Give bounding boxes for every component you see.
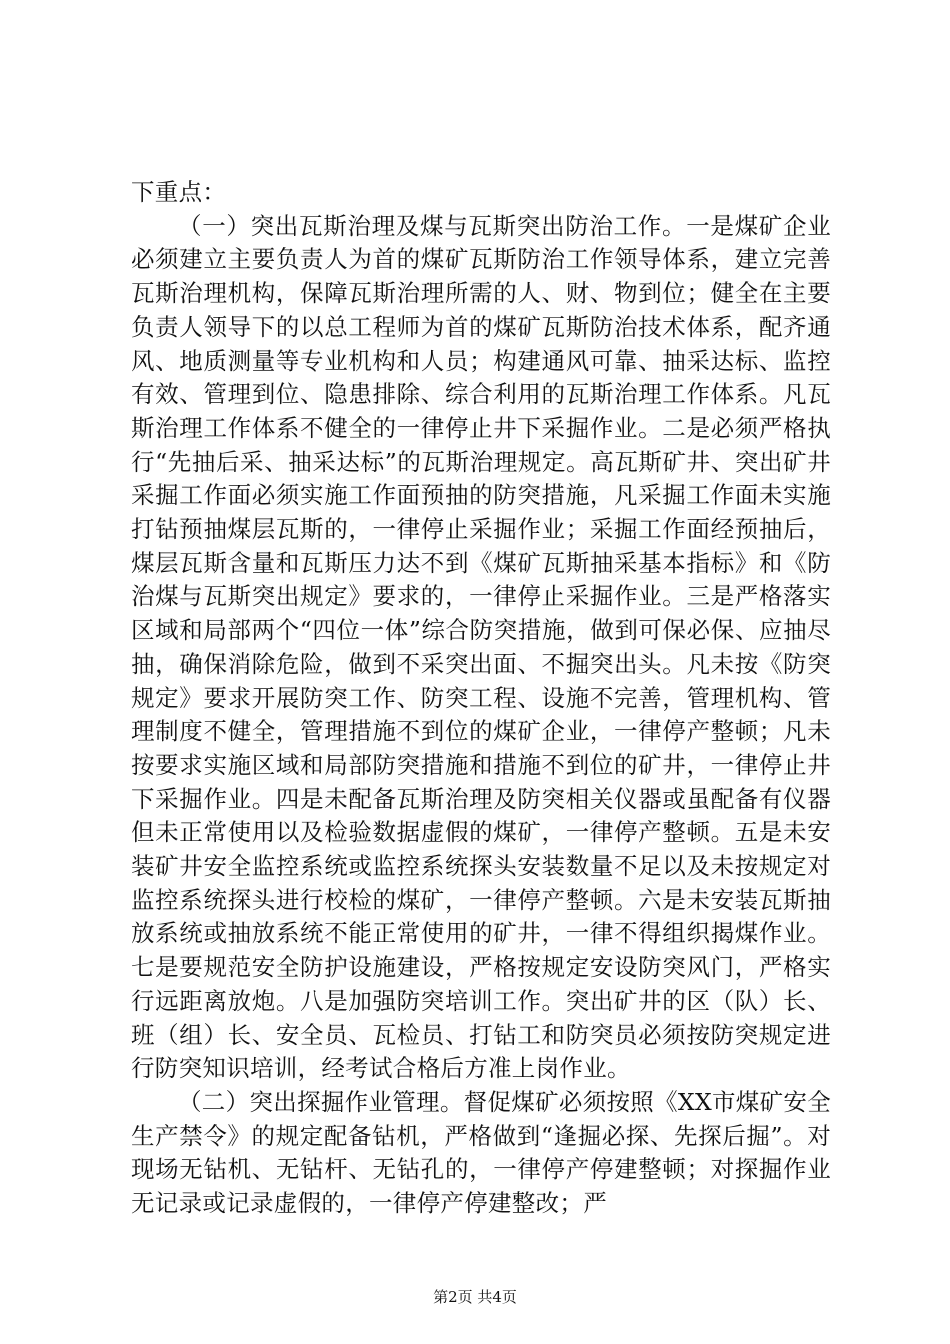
paragraph-excavation-management: （二）突出探掘作业管理。督促煤矿必须按照《XX市煤矿安全生产禁令》的规定配备钻机，严格做到“逢掘必探、先探后掘”。对现场无钻机、无钻杆、无钻孔的，一律停产停建整顿；对探掘作业无记录或记录虚假的，一律停产停建整改；严 (131, 1087, 831, 1218)
document-body (131, 176, 831, 1221)
paragraph-gas-control: （一）突出瓦斯治理及煤与瓦斯突出防治工作。一是煤矿企业必须建立主要负责人为首的煤矿瓦斯防治工作领导体系，建立完善瓦斯治理机构，保障瓦斯治理所需的人、财、物到位；健全在主要负责人领导下的以总工程师为首的煤矿瓦斯防治技术体系，配齐通风、地质测量等专业机构和人员；构建通风可靠、抽采达标、监控有效、管理到位、隐患排除、综合利用的瓦斯治理工作体系。凡瓦斯治理工作体系不健全的一律停止井下采掘作业。二是必须严格执行“先抽后采、抽采达标”的瓦斯治理规定。高瓦斯矿井、突出矿井采掘工作面必须实施工作面预抽的防突措施，凡采掘工作面未实施打钻预抽煤层瓦斯的，一律停止采掘作业；采掘工作面经预抽后，煤层瓦斯含量和瓦斯压力达不到《煤矿瓦斯抽采基本指标》和《防治煤与瓦斯突出规定》要求的，一律停止采掘作业。三是严格落实区域和局部两个“四位一体”综合防突措施，做到可保必保、应抽尽抽，确保消除危险，做到不采突出面、不掘突出头。凡未按《防突规定》要求开展防突工作、防突工程、设施不完善，管理机构、管理制度不健全，管理措施不到位的煤矿企业，一律停产整顿；凡未按要求实施区域和局部防突措施和措施不到位的矿井，一律停止井下采掘作业。四是未配备瓦斯治理及防突相关仪器或虽配备有仪器但未正常使用以及检验数据虚假的煤矿，一律停产整顿。五是未安装矿井安全监控系统或监控系统探头安装数量不足以及未按规定对监控系统探头进行校检的煤矿，一律停产整顿。六是未安装瓦斯抽放系统或抽放系统不能正常使用的矿井，一律不得组织揭煤作业。七是要规范安全防护设施建设，严格按规定安设防突风门，严格实行远距离放炮。八是加强防突培训工作。突出矿井的区（队）长、班（组）长、安全员、瓦检员、打钻工和防突员必须按防突规定进行防突知识培训，经考试合格后方准上岗作业。 (131, 211, 831, 1083)
paragraph-intro: 下重点： (131, 178, 227, 206)
page-footer: 第2页 共4页 (433, 1288, 517, 1306)
